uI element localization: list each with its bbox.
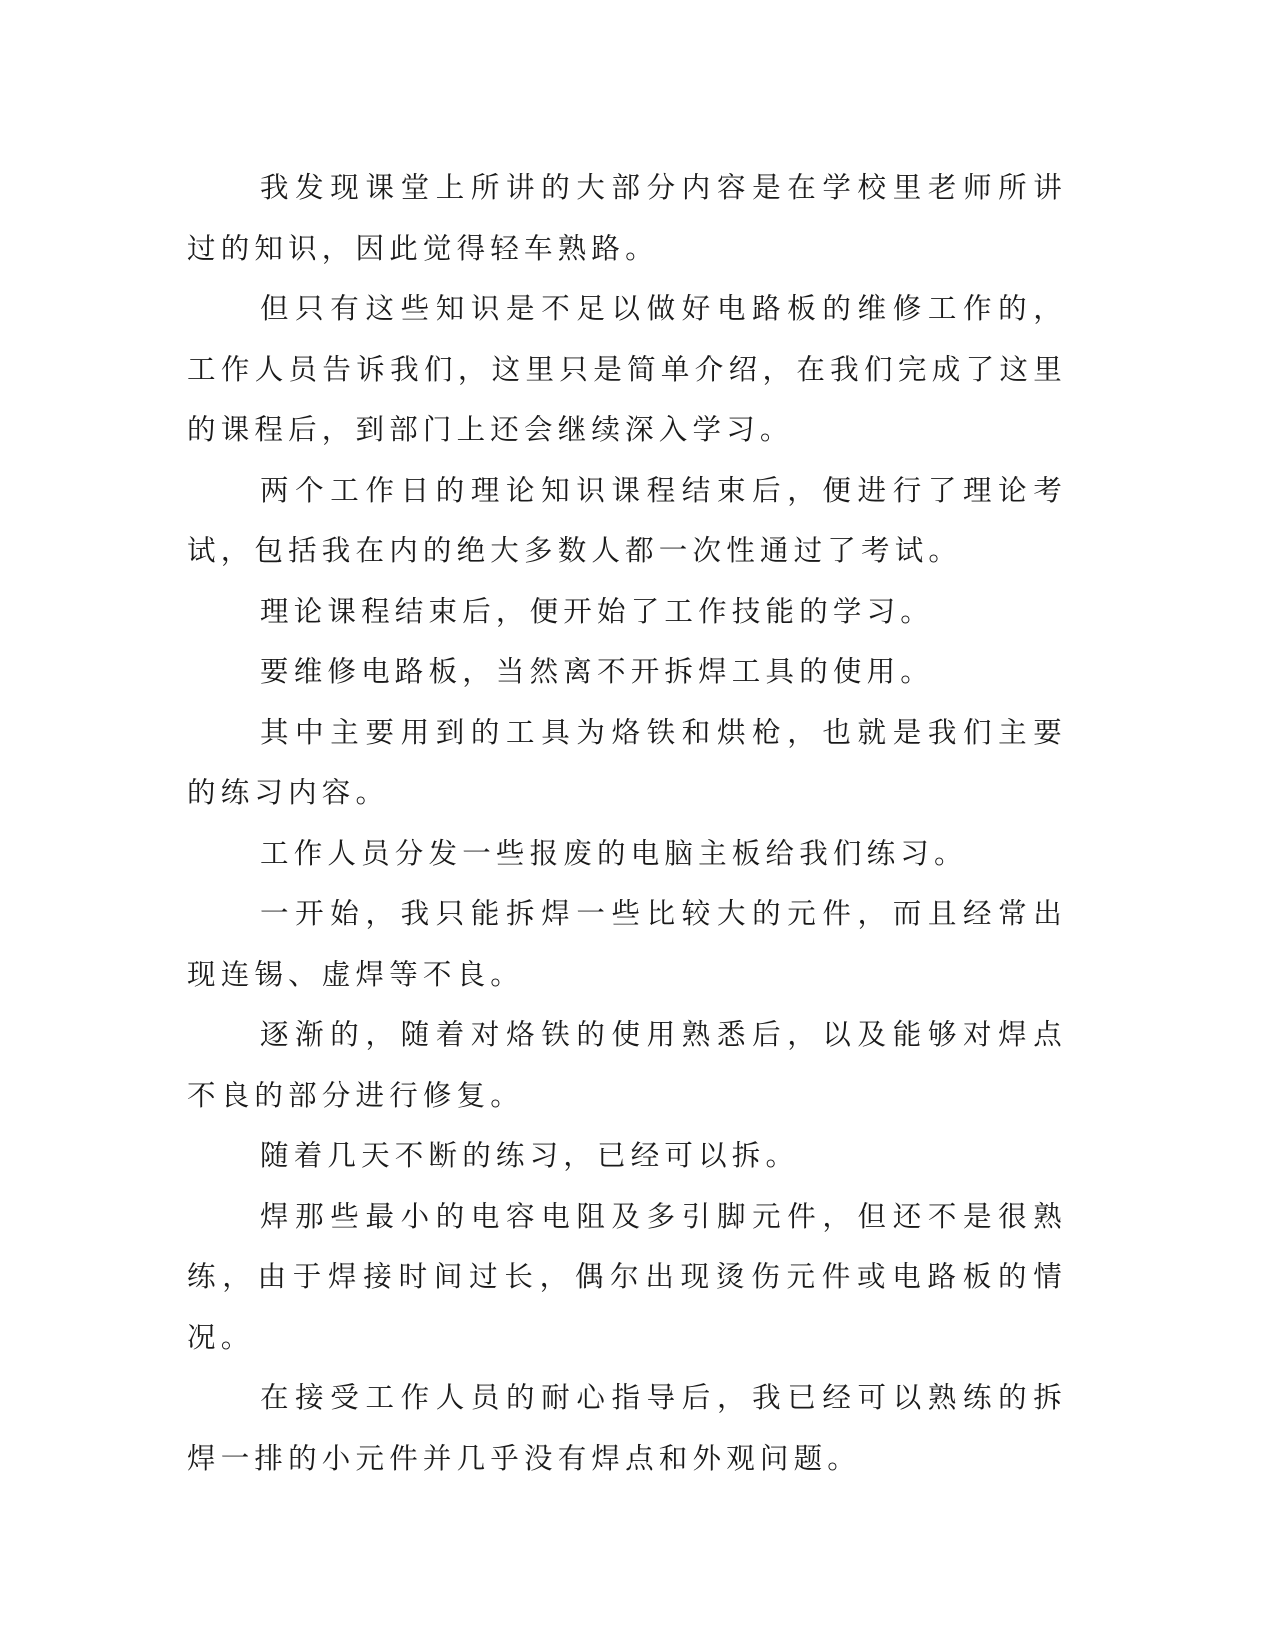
paragraph: 但只有这些知识是不足以做好电路板的维修工作的，工作人员告诉我们，这里只是简单介绍，在我们完成了这里的课程后，到部门上还会继续深入学习。 — [187, 292, 1067, 446]
paragraph: 逐渐的，随着对烙铁的使用熟悉后，以及能够对焊点不良的部分进行修复。 — [187, 1018, 1067, 1112]
paragraph: 其中主要用到的工具为烙铁和烘枪，也就是我们主要的练习内容。 — [187, 715, 1067, 809]
paragraph: 两个工作日的理论知识课程结束后，便进行了理论考试，包括我在内的绝大多数人都一次性通过了考试。 — [187, 473, 1067, 567]
paragraph: 要维修电路板，当然离不开拆焊工具的使用。 — [260, 655, 935, 688]
paragraph: 工作人员分发一些报废的电脑主板给我们练习。 — [260, 836, 968, 870]
paragraph: 在接受工作人员的耐心指导后，我已经可以熟练的拆焊一排的小元件并几乎没有焊点和外观问题。 — [187, 1381, 1067, 1475]
paragraph: 我发现课堂上所讲的大部分内容是在学校里老师所讲过的知识，因此觉得轻车熟路。 — [187, 171, 1067, 265]
document-body — [187, 158, 1067, 1489]
paragraph: 焊那些最小的电容电阻及多引脚元件，但还不是很熟练，由于焊接时间过长，偶尔出现烫伤元件或电路板的情况。 — [187, 1199, 1067, 1354]
paragraph: 理论课程结束后，便开始了工作技能的学习。 — [260, 594, 935, 628]
paragraph: 一开始，我只能拆焊一些比较大的元件，而且经常出现连锡、虚焊等不良。 — [187, 897, 1067, 991]
paragraph: 随着几天不断的练习，已经可以拆。 — [260, 1139, 800, 1172]
